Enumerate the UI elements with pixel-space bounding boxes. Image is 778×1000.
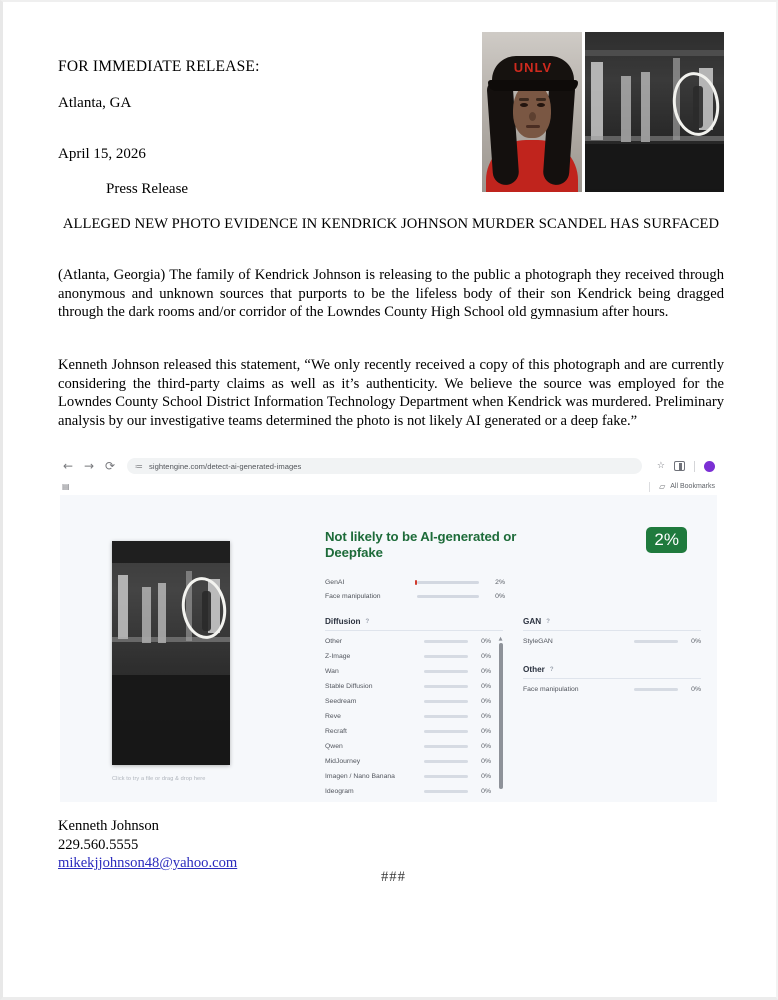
model-bar [424,790,468,793]
portrait-brow-right [536,98,546,101]
other-model-list [523,679,701,697]
press-release-label: Press Release [106,181,189,197]
help-icon[interactable]: ? [549,666,554,673]
model-value: 0% [481,683,491,690]
image-upload-caption[interactable]: Click to try a file or drag & drop here [112,776,206,782]
model-label: Stable Diffusion [325,683,373,690]
model-row [325,694,491,709]
model-row [325,709,491,724]
section-title: Diffusion [325,617,361,626]
contact-block [58,817,237,873]
model-value: 0% [481,653,491,660]
model-label: Imagen / Nano Banana [325,773,395,780]
paragraph-1: (Atlanta, Georgia) The family of Kendrick Johnson is releasing to the public a photograph they received through anonymous and unknown sources that purports to be the lifeless body of their son Kendrick being dragged through the dark rooms and/or corridor of the Lowndes County High School old gymnasium after hours. [58,267,724,320]
metric-row [325,589,521,603]
portrait-eye-left [520,103,528,107]
scroll-up-arrow-icon[interactable]: ▲ [498,636,503,642]
metric-bar-marker [415,580,417,585]
verdict-header [325,529,701,561]
surveillance-light-1 [591,62,603,140]
model-value: 0% [481,758,491,765]
surveillance-photo [585,32,724,192]
diffusion-list-scrollbar[interactable] [498,637,503,795]
model-row [523,634,701,649]
surveillance-ceiling-bar [585,50,724,56]
model-value: 0% [481,713,491,720]
detection-results-panel [325,495,717,802]
section-header-other [523,665,701,679]
model-label: Wan [325,668,339,675]
toolbar-actions [651,461,715,472]
gan-model-list [523,631,701,649]
model-sections [325,617,701,795]
model-bar [424,745,468,748]
model-value: 0% [691,686,701,693]
for-immediate-release-line: FOR IMMEDIATE RELEASE: [58,58,260,75]
diffusion-model-list [325,631,503,795]
model-label: Other [325,638,342,645]
model-value: 0% [481,698,491,705]
model-value: 0% [481,638,491,645]
model-label: Qwen [325,743,343,750]
model-bar [424,655,468,658]
model-label: Recraft [325,728,347,735]
header-photo-group [482,32,724,192]
section-header-diffusion [325,617,503,631]
end-marker: ### [381,869,406,885]
model-bar [424,670,468,673]
model-row [325,724,491,739]
metric-value: 2% [495,578,505,586]
portrait-brow-left [519,98,529,101]
forward-icon[interactable]: → [83,459,95,473]
model-row [325,784,491,795]
analyzed-image[interactable] [112,541,230,765]
model-row [325,649,491,664]
score-badge: 2% [646,527,687,553]
all-bookmarks-group[interactable] [649,482,715,492]
surveillance-floor-line [585,136,724,141]
analyzed-image-column [60,495,325,802]
analyzed-light-1 [118,575,128,639]
metric-row [325,575,521,589]
reload-icon[interactable]: ⟳ [104,459,116,473]
gan-other-sections [523,617,701,795]
paragraph-2: Kenneth Johnson released this statement, “We only recently received a copy of this photograph and are currently considering the third-party claims as well as it’s authenticity. We believe the source was employed for the Lowndes County School District Information Technology Department when Kendrick was murdered. Preliminary analysis by our investigative teams determined the photo is not likely AI generated or a deep fake.” [58,357,724,429]
model-bar [424,775,468,778]
model-bar [634,688,678,691]
model-label: Ideogram [325,788,354,795]
model-bar [424,730,468,733]
analyzed-floor-line [112,637,230,642]
portrait-cap-brim [488,80,578,91]
section-title: Other [523,665,545,674]
portrait-photo [482,32,582,192]
section-title: GAN [523,617,542,626]
bookmarks-bar [52,478,725,495]
help-icon[interactable]: ? [546,618,550,625]
model-value: 0% [481,728,491,735]
contact-email-link[interactable]: mikekjjohnson48@yahoo.com [58,855,238,871]
model-label: MidJourney [325,758,361,765]
metric-bar [417,595,479,598]
verdict-title: Not likely to be AI-generated or Deepfake [325,529,517,560]
dateline-city: Atlanta, GA [58,95,132,111]
sightengine-results-page [60,495,717,802]
release-date: April 15, 2026 [58,146,146,162]
model-bar [424,715,468,718]
browser-toolbar [52,454,725,478]
surveillance-dark-foreground [585,144,724,192]
model-label: Reve [325,713,341,720]
model-row [325,754,491,769]
section-spacer [523,649,701,665]
model-value: 0% [481,743,491,750]
analyzed-image-ceiling [112,541,230,563]
scrollbar-thumb[interactable] [499,643,503,789]
address-bar-url: sightengine.com/detect-ai-generated-images [149,461,302,471]
model-label: StyleGAN [523,638,553,645]
page-title: ALLEGED NEW PHOTO EVIDENCE IN KENDRICK JOHNSON MURDER SCANDEL HAS SURFACED [62,216,720,232]
model-row [325,769,491,784]
bookmark-item-icon[interactable]: ▤ [62,482,70,491]
analyzed-light-2 [142,587,151,643]
surveillance-light-3 [641,72,650,142]
model-label: Face manipulation [523,686,579,693]
all-bookmarks-label: All Bookmarks [670,483,715,490]
model-bar [634,640,678,643]
analyzed-dark-foreground [112,675,230,765]
model-row [325,664,491,679]
model-row [523,682,701,697]
model-label: Z-Image [325,653,351,660]
split-screen-icon[interactable] [674,461,685,471]
section-header-gan [523,617,701,631]
model-value: 0% [481,668,491,675]
model-bar [424,685,468,688]
analyzed-light-3 [158,583,166,643]
metric-label: GenAI [325,578,345,586]
back-icon[interactable]: ← [62,459,74,473]
portrait-eye-right [537,103,545,107]
metric-label: Face manipulation [325,592,381,600]
address-bar[interactable] [127,458,642,474]
model-label: Seedream [325,698,357,705]
model-row [325,739,491,754]
top-metrics-list [325,575,521,603]
model-bar [424,640,468,643]
avatar[interactable] [704,461,715,472]
toolbar-divider [694,461,695,472]
model-value: 0% [691,638,701,645]
contact-phone: 229.560.5555 [58,836,139,853]
diffusion-section [325,617,503,795]
model-row [325,679,491,694]
site-info-icon[interactable]: ≔ [135,461,143,471]
bookmarks-divider [649,482,650,492]
portrait-mouth [526,125,540,128]
surveillance-light-2 [621,76,631,142]
bookmark-star-icon[interactable]: ☆ [656,461,665,471]
model-bar [424,700,468,703]
contact-name: Kenneth Johnson [58,818,159,834]
model-bar [424,760,468,763]
model-row [325,634,491,649]
portrait-cap-text: UNLV [513,60,553,75]
metric-bar [417,581,479,584]
model-value: 0% [481,773,491,780]
model-value: 0% [481,788,491,795]
metric-value: 0% [495,592,505,600]
portrait-nose [529,112,536,121]
embedded-browser-screenshot [52,454,725,802]
help-icon[interactable]: ? [365,618,370,625]
folder-icon: ▱ [659,482,666,491]
